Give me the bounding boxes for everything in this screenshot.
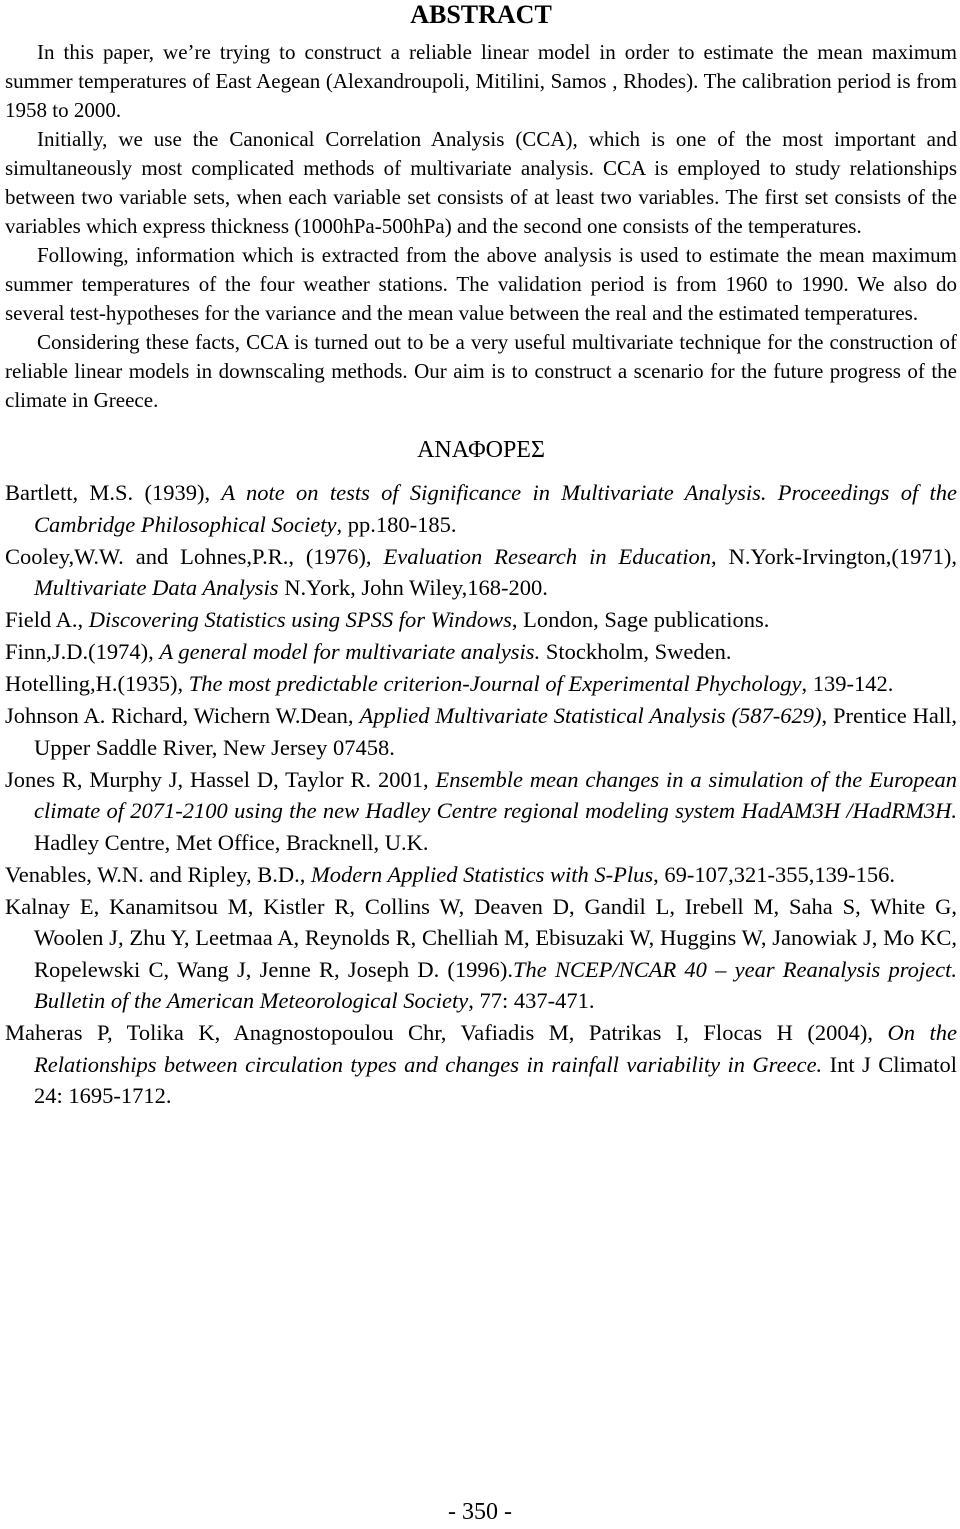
reference-title: A general model for multivariate analysis. [159, 639, 541, 664]
reference-title: Applied Multivariate Statistical Analysis (587-629) [359, 703, 822, 728]
reference-authors: Hotelling,H.(1935), [5, 671, 189, 696]
abstract-paragraph: Considering these facts, CCA is turned out to be a very useful multivariate technique for the construction of reliable linear models in downscaling methods. Our aim is to construct a scenario for the future progress of the climate in Greece. [5, 330, 957, 412]
reference-details: , London, Sage publications. [511, 607, 770, 632]
abstract-heading: ABSTRACT [410, 0, 552, 29]
reference-item [5, 541, 957, 604]
abstract-paragraph: Following, information which is extracted from the above analysis is used to estimate the mean maximum summer temperatures of the four weather stations. The validation period is from 1960 to 1990. We also do several test-hypotheses for the variance and the mean value between the real and the estimated temperatures. [5, 243, 957, 325]
reference-details: , 69-107,321-355,139-156. [653, 861, 895, 887]
reference-title: Discovering Statistics using SPSS for Windows [88, 607, 512, 632]
reference-details: Hadley Centre, Met Office, Bracknell, U.K. [34, 829, 429, 855]
reference-item [5, 764, 957, 859]
reference-item [5, 859, 957, 891]
references-heading: ΑΝΑΦΟΡΕΣ [417, 437, 545, 463]
reference-details: , 139-142. [801, 671, 894, 696]
reference-details: Stockholm, Sweden. [540, 639, 732, 664]
reference-title: Modern Applied Statistics with S-Plus [311, 861, 654, 887]
reference-title: Evaluation Research in Education [383, 543, 712, 569]
reference-title: Ensemble mean changes in a simulation of the European climate of 2071-2100 using the new Hadley Centre regional modeling system HadAM3H /HadRM3H. [34, 766, 957, 823]
document-page [5, 0, 957, 1112]
reference-details: , Prentice Hall, Upper Saddle River, New Jersey 07458. [34, 703, 957, 760]
reference-details: , pp.180-185. [336, 511, 457, 537]
reference-authors: Venables, W.N. and Ripley, B.D., [5, 861, 312, 887]
reference-authors: Jones R, Murphy J, Hassel D, Taylor R. 2001, [5, 766, 436, 792]
reference-item [5, 668, 957, 700]
reference-item [5, 477, 957, 540]
reference-item [5, 604, 957, 636]
reference-authors: Field A., [5, 607, 89, 632]
reference-authors: Maheras P, Tolika K, Anagnostopoulou Chr, Vafiadis M, Patrikas I, Flocas H (2004), [5, 1020, 888, 1045]
reference-details: Int J Climatol 24: 1695-1712. [34, 1051, 957, 1108]
reference-authors: Cooley,W.W. and Lohnes,P.R., (1976), [5, 543, 384, 569]
abstract-paragraph: Initially, we use the Canonical Correlation Analysis (CCA), which is one of the most important and simultaneously most complicated methods of multivariate analysis. CCA is employed to study relationships between two variable sets, when each variable set consists of at least two variables. The first set consists of the variables which express thickness (1000hPa-500hPa) and the second one consists of the temperatures. [5, 127, 957, 238]
reference-title: A note on tests of Significance in Multivariate Analysis. Proceedings of the Cambridge Philosophical Society [34, 480, 957, 537]
reference-title: On the Relationships between circulation types and changes in rainfall variability in Greece. [34, 1020, 957, 1077]
references-list [5, 477, 957, 1112]
reference-title-secondary: Multivariate Data Analysis [34, 575, 279, 600]
reference-item [5, 636, 957, 668]
reference-item [5, 1017, 957, 1112]
abstract-paragraph: In this paper, we’re trying to construct a reliable linear model in order to estimate the mean maximum summer temperatures of East Aegean (Alexandroupoli, Mitilini, Samos , Rhodes). The calibration period is from 1958 to 2000. [5, 40, 957, 122]
reference-authors: Johnson A. Richard, Wichern W.Dean, [5, 703, 360, 728]
reference-details-secondary: N.York, John Wiley,168-200. [278, 575, 548, 600]
reference-item [5, 891, 957, 1017]
reference-details: , N.York-Irvington,(1971), [711, 543, 957, 569]
reference-details: , 77: 437-471. [468, 988, 595, 1013]
abstract-body [5, 38, 957, 415]
reference-authors: Kalnay E, Kanamitsou M, Kistler R, Collins W, Deaven D, Gandil L, Irebell M, Saha S, White G, Woolen J, Zhu Y, Leetmaa A, Reynolds R, Chelliah M, Ebisuzaki W, Huggins W, Janowiak J, Mo KC, Ropelewski C, Wang J, Jenne R, Joseph D. (1996). [5, 893, 957, 982]
reference-title: The NCEP/NCAR 40 – year Reanalysis project. Bulletin of the American Meteorological Society [34, 956, 957, 1013]
reference-title: The most predictable criterion-Journal of Experimental Phychology [188, 671, 802, 696]
reference-item [5, 700, 957, 763]
page-number: - 350 - [448, 1499, 512, 1525]
reference-authors: Bartlett, M.S. (1939), [5, 480, 222, 505]
reference-authors: Finn,J.D.(1974), [5, 639, 160, 664]
